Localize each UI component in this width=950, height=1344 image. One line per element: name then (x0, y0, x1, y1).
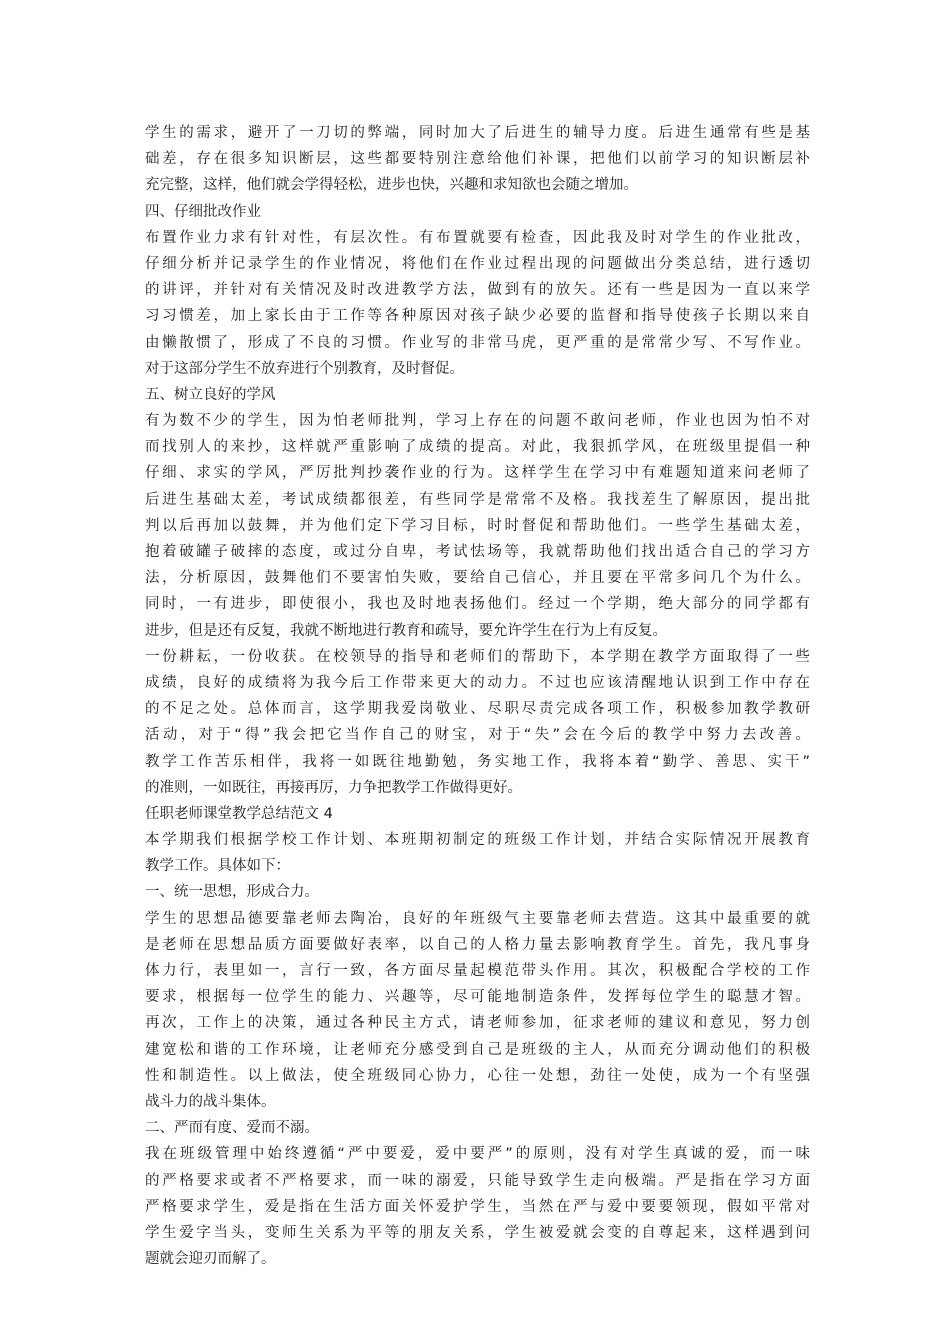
text-line: 四、仔细批改作业 (145, 203, 261, 220)
text-line: 后进生基础太差，考试成绩都很差，有些同学是常常不及格。我找差生了解原因，提出批 (145, 491, 810, 508)
text-line: 我在班级管理中始终遵循“严中要爱，爱中要严”的原则，没有对学生真诚的爱，而一味 (145, 1146, 810, 1163)
text-line: 五、树立良好的学风 (145, 386, 276, 403)
text-line: 而找别人的来抄，这样就严重影响了成绩的提高。对此，我狠抓学风，在班级里提倡一种 (145, 439, 810, 456)
text-line: 抱着破罐子破摔的态度，或过分自卑，考试怯场等，我就帮助他们找出适合自己的学习方 (145, 544, 810, 560)
text-line: 任职老师课堂教学总结范文 4 (145, 805, 333, 822)
text-line: 学生的需求，避开了一刀切的弊端，同时加大了后进生的辅导力度。后进生通常有些是基 (145, 125, 810, 141)
text-line: 成绩，良好的成绩将为我今后工作带来更大的动力。不过也应该清醒地认识到工作中存在 (145, 674, 810, 691)
text-line: 进步，但是还有反复，我就不断地进行教育和疏导，要允许学生在行为上有反复。 (145, 622, 667, 639)
text-line: 的准则，一如既往，再接再厉，力争把教学工作做得更好。 (145, 779, 522, 796)
text-line: 充完整，这样，他们就会学得轻松，进步也快，兴趣和求知欲也会随之增加。 (145, 177, 638, 194)
text-line: 性和制造性。以上做法，使全班级同心协力，心往一处想，劲往一处使，成为一个有坚强 (145, 1067, 810, 1084)
text-line: 同时，一有进步，即使很小，我也及时地表扬他们。经过一个学期，绝大部分的同学都有 (145, 596, 810, 613)
text-line: 本学期我们根据学校工作计划、本班期初制定的班级工作计划，并结合实际情况开展教育 (145, 832, 810, 849)
text-line: 要求，根据每一位学生的能力、兴趣等，尽可能地制造条件，发挥每位学生的聪慧才智。 (145, 989, 810, 1006)
text-line: 的讲评，并针对有关情况及时改进教学方法，做到有的放矢。还有一些是因为一直以来学 (145, 282, 810, 299)
text-line: 再次，工作上的决策，通过各种民主方式，请老师参加，征求老师的建议和意见，努力创 (145, 1015, 810, 1032)
text-line: 严格要求学生，爱是指在生活方面关怀爱护学生，当然在严与爱中要要领现，假如平常对 (145, 1198, 810, 1215)
text-line: 一、统一思想，形成合力。 (145, 884, 319, 901)
text-line: 仔细分析并记录学生的作业情况，将他们在作业过程出现的问题做出分类总结，进行透切 (145, 255, 810, 272)
text-line: 习习惯差，加上家长由于工作等各种原因对孩子缺少必要的监督和指导使孩子长期以来自 (145, 308, 810, 325)
text-line: 题就会迎刃而解了。 (145, 1251, 276, 1268)
document-body (145, 120, 810, 1272)
text-line: 教学工作苦乐相伴，我将一如既往地勤勉，务实地工作，我将本着“勤学、善思、实干” (145, 753, 810, 770)
text-line: 二、严而有度、爱而不溺。 (145, 1120, 319, 1137)
text-line: 判以后再加以鼓舞，并为他们定下学习目标，时时督促和帮助他们。一些学生基础太差， (145, 517, 810, 534)
text-line: 布置作业力求有针对性，有层次性。有布置就要有检查，因此我及时对学生的作业批改， (145, 229, 810, 246)
text-line: 活动，对于“得”我会把它当作自己的财宝，对于“失”会在今后的教学中努力去改善。 (145, 727, 810, 744)
text-line: 一份耕耘，一份收获。在校领导的指导和老师们的帮助下，本学期在教学方面取得了一些 (145, 648, 810, 665)
text-line: 的严格要求或者不严格要求，而一味的溺爱，只能导致学生走向极端。严是指在学习方面 (145, 1172, 810, 1189)
text-line: 由懒散惯了，形成了不良的习惯。作业写的非常马虎，更严重的是常常少写、不写作业。 (145, 334, 810, 351)
text-line: 有为数不少的学生，因为怕老师批判，学习上存在的问题不敢问老师，作业也因为怕不对 (145, 413, 810, 430)
text-line: 学生爱字当头，变师生关系为平等的朋友关系，学生被爱就会变的自尊起来，这样遇到问 (145, 1224, 810, 1241)
text-line: 教学工作。具体如下： (145, 858, 290, 875)
text-line: 学生的思想品德要靠老师去陶冶，良好的年班级气主要靠老师去营造。这其中最重要的就 (145, 910, 810, 927)
text-line: 的不足之处。总体而言，这学期我爱岗敬业、尽职尽责完成各项工作，积极参加教学教研 (145, 701, 810, 718)
text-line: 础差，存在很多知识断层，这些都要特别注意给他们补课，把他们以前学习的知识断层补 (145, 151, 810, 168)
text-line: 体力行，表里如一，言行一致，各方面尽量起模范带头作用。其次，积极配合学校的工作 (145, 963, 810, 979)
text-line: 法，分析原因，鼓舞他们不要害怕失败，要给自己信心，并且要在平常多问几个为什么。 (145, 570, 810, 587)
text-line: 仔细、求实的学风，严厉批判抄袭作业的行为。这样学生在学习中有难题知道来问老师了 (145, 465, 810, 482)
text-line: 战斗力的战斗集体。 (145, 1093, 276, 1110)
text-line: 是老师在思想品质方面要做好表率，以自己的人格力量去影响教育学生。首先，我凡事身 (145, 936, 810, 953)
text-line: 建宽松和谐的工作环境，让老师充分感受到自己是班级的主人，从而充分调动他们的积极 (145, 1041, 810, 1058)
text-line: 对于这部分学生不放弃进行个别教育，及时督促。 (145, 360, 464, 377)
